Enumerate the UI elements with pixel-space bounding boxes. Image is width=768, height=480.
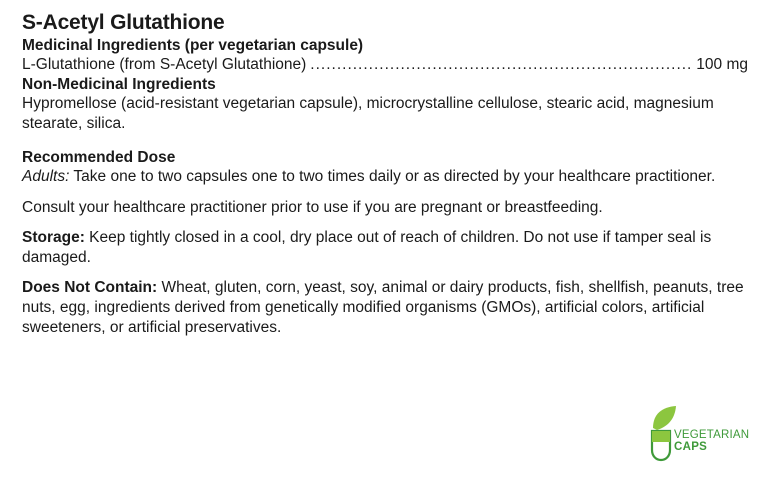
recommended-dose-section [22, 148, 748, 187]
recommended-dose-heading: Recommended Dose [22, 149, 176, 166]
ingredient-name: L-Glutathione (from S-Acetyl Glutathione) [22, 56, 307, 73]
medicinal-ingredients-section [22, 36, 748, 75]
does-not-contain-list: Wheat, gluten, corn, yeast, soy, animal or dairy products, fish, shellfish, peanuts, tree nuts, egg, ingredients derived from genetically modified organisms (GMOs), artificial colors, artificial sweeteners, or artificial preservatives. [22, 279, 744, 336]
adults-label: Adults: [22, 168, 70, 185]
ingredient-amount: 100 mg [696, 56, 748, 73]
ingredient-row [22, 55, 748, 75]
non-medicinal-ingredients-section [22, 75, 748, 134]
product-title: S-Acetyl Glutathione [22, 11, 225, 34]
storage-instructions: Keep tightly closed in a cool, dry place out of reach of children. Do not use if tamper seal is damaged. [22, 229, 712, 266]
pregnancy-warning: Consult your healthcare practitioner prior to use if you are pregnant or breastfeeding. [22, 199, 603, 216]
badge-label-vegetarian: VEGETARIAN [674, 429, 750, 441]
does-not-contain-label: Does Not Contain: [22, 279, 158, 296]
dot-leader [310, 55, 692, 75]
non-medicinal-ingredients-heading: Non-Medicinal Ingredients [22, 76, 216, 93]
badge-label-caps: CAPS [674, 441, 708, 453]
medicinal-ingredients-heading: Medicinal Ingredients (per vegetarian capsule) [22, 37, 364, 54]
does-not-contain-text [22, 278, 748, 338]
adults-text: Take one to two capsules one to two times daily or as directed by your healthcare practitioner. [69, 168, 716, 185]
storage-label: Storage: [22, 229, 85, 246]
product-label [22, 10, 748, 338]
recommended-dose-text [22, 167, 748, 187]
vegetarian-caps-badge [644, 404, 748, 464]
non-medicinal-ingredients-text: Hypromellose (acid-resistant vegetarian capsule), microcrystalline cellulose, stearic acid, magnesium stearate, silica. [22, 95, 714, 132]
storage-text [22, 228, 748, 268]
